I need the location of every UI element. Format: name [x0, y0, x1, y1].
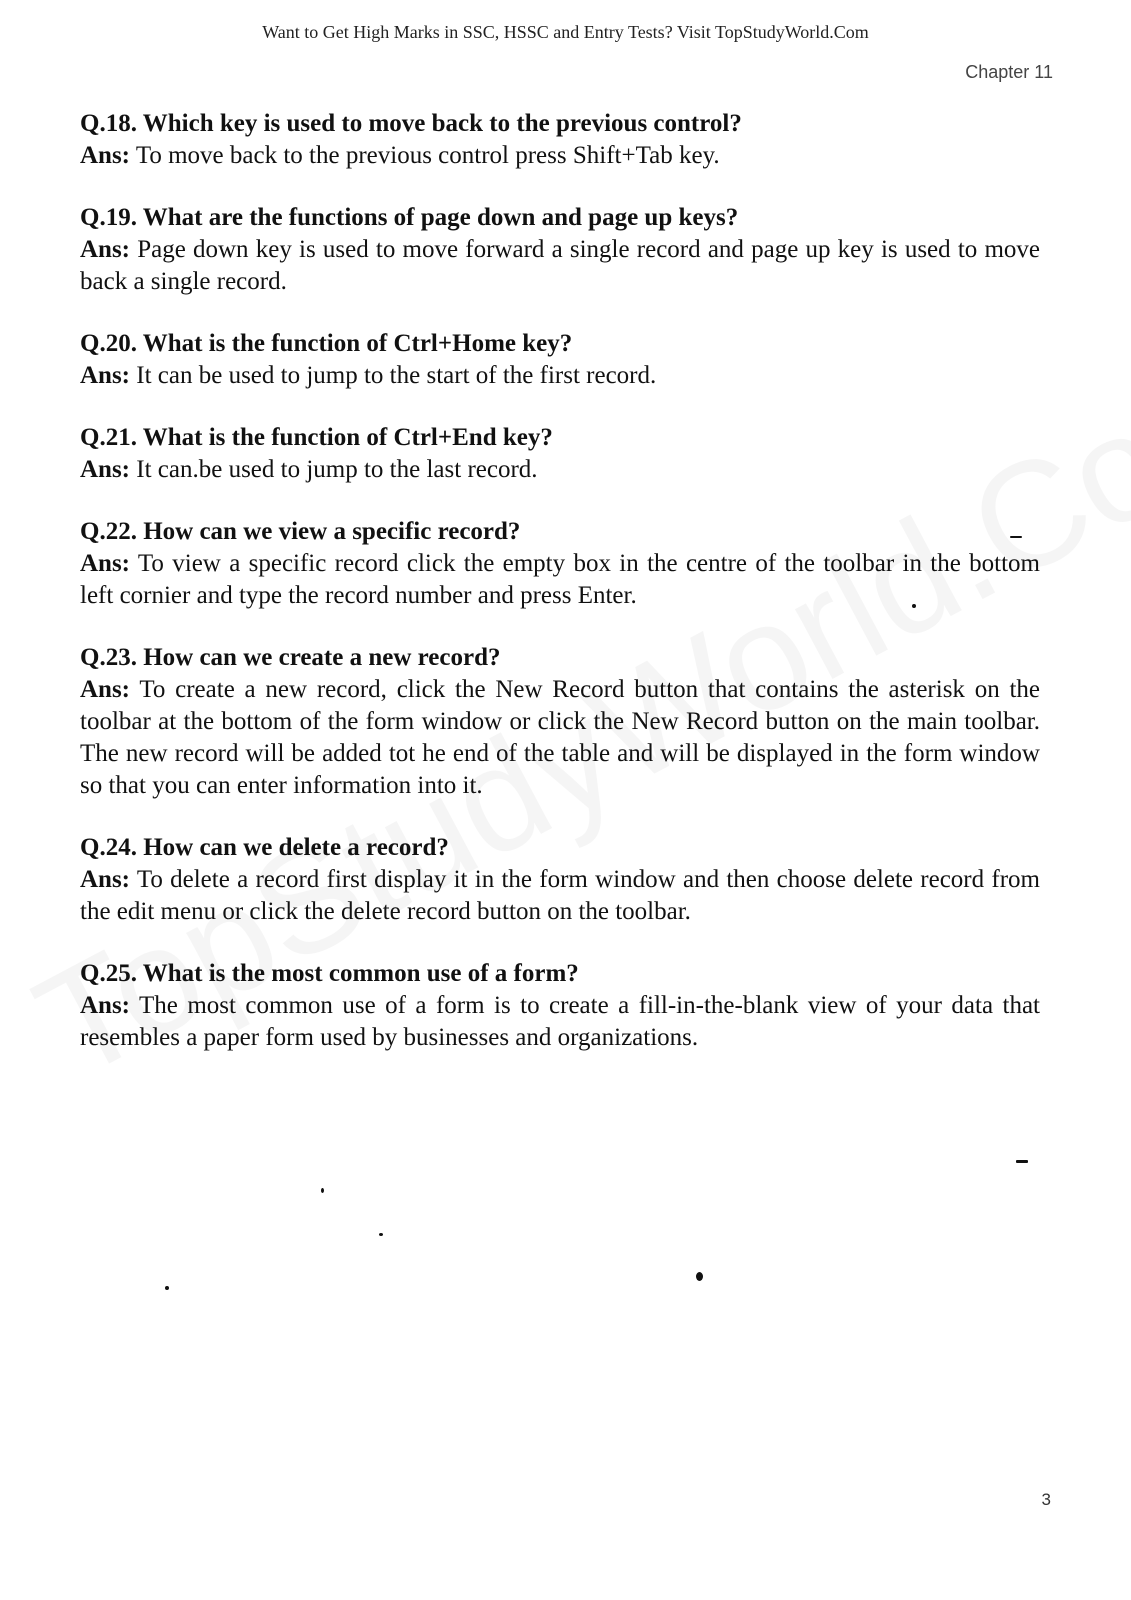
- answer-label: Ans:: [80, 456, 131, 483]
- question: Q.21. What is the function of Ctrl+End key?: [80, 424, 553, 451]
- answer-text: It can be used to jump to the start of the first record.: [136, 362, 657, 389]
- answer-text: Page down key is used to move forward a single record and page up key is used to move back a single record.: [80, 236, 1041, 295]
- qa-list: [80, 108, 1040, 1084]
- answer-text: To delete a record first display it in the form window and then choose delete record from the edit menu or click the delete record button on the toolbar.: [80, 866, 1040, 925]
- answer-label: Ans:: [80, 236, 131, 263]
- scan-speck: [1016, 1160, 1028, 1163]
- question: Q.18. Which key is used to move back to the previous control?: [80, 110, 742, 137]
- answer: [80, 360, 1040, 392]
- question: Q.23. How can we create a new record?: [80, 644, 501, 671]
- answer-label: Ans:: [80, 676, 131, 703]
- answer-text: To create a new record, click the New Record button that contains the asterisk on the toolbar at the bottom of the form window or click the New Record button on the main toolbar. The new record will be added tot he end of the table and will be displayed in the form window so that you can enter information into it.: [80, 676, 1041, 799]
- qa-item: [80, 516, 1040, 612]
- answer-label: Ans:: [80, 550, 131, 577]
- answer: [80, 234, 1040, 298]
- answer: [80, 548, 1040, 612]
- answer-text: The most common use of a form is to create a fill-in-the-blank view of your data that resembles a paper form used by businesses and organizations.: [80, 992, 1040, 1051]
- answer-label: Ans:: [80, 142, 131, 169]
- scan-speck: [912, 604, 916, 608]
- scan-speck: [379, 1233, 383, 1236]
- answer-text: To move back to the previous control press Shift+Tab key.: [135, 142, 720, 169]
- answer-label: Ans:: [80, 362, 131, 389]
- qa-item: [80, 108, 1040, 172]
- scan-speck: [1010, 536, 1022, 538]
- header-note: Want to Get High Marks in SSC, HSSC and Entry Tests? Visit TopStudyWorld.Com: [262, 22, 869, 42]
- qa-item: [80, 202, 1040, 298]
- page-number: 3: [1041, 1490, 1051, 1509]
- answer: [80, 864, 1040, 928]
- answer: [80, 990, 1040, 1054]
- question: Q.19. What are the functions of page down and page up keys?: [80, 204, 739, 231]
- answer-label: Ans:: [80, 866, 131, 893]
- answer: [80, 454, 1040, 486]
- scan-speck: [321, 1188, 324, 1193]
- question: Q.24. How can we delete a record?: [80, 834, 449, 861]
- answer-label: Ans:: [80, 992, 131, 1019]
- question: Q.25. What is the most common use of a form?: [80, 960, 579, 987]
- qa-item: [80, 832, 1040, 928]
- question: Q.20. What is the function of Ctrl+Home key?: [80, 330, 573, 357]
- qa-item: [80, 958, 1040, 1054]
- answer-text: It can.be used to jump to the last record.: [136, 456, 538, 483]
- qa-item: [80, 328, 1040, 392]
- answer-text: To view a specific record click the empty box in the centre of the toolbar in the bottom left cornier and type the record number and press Enter.: [80, 550, 1040, 609]
- answer: [80, 674, 1040, 802]
- answer: [80, 140, 1040, 172]
- qa-item: [80, 642, 1040, 802]
- qa-item: [80, 422, 1040, 486]
- question: Q.22. How can we view a specific record?: [80, 518, 521, 545]
- scan-speck: [696, 1272, 703, 1281]
- chapter-label: Chapter 11: [965, 62, 1053, 82]
- scan-speck: [165, 1286, 169, 1290]
